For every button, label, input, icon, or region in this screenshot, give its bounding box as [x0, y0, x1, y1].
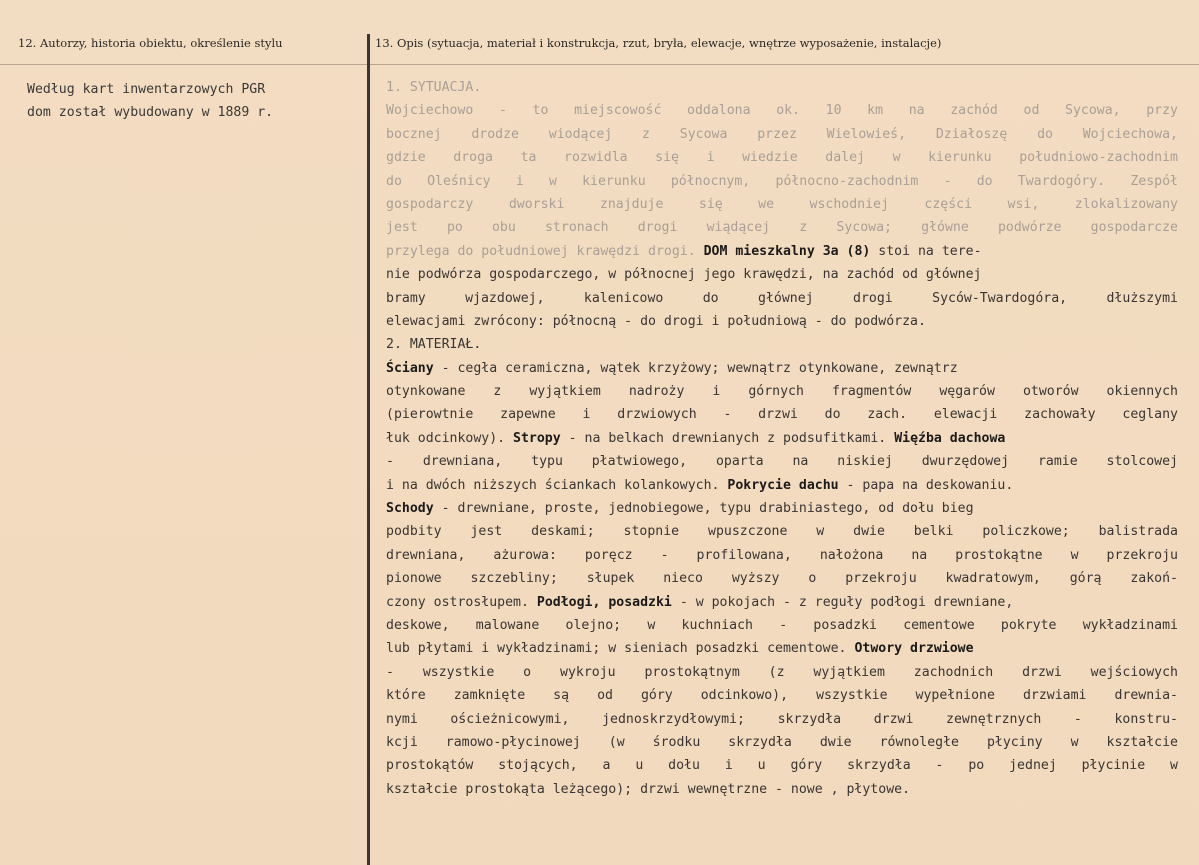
- text-line: pionowe szczebliny; słupek nieco wyższy o przekroju kwadratowym, górą zakoń-: [386, 571, 1178, 587]
- text-segment: - drewniane, proste, jednobiegowe, typu drabiniastego, od dołu bieg: [441, 501, 974, 517]
- term-floors: Podłogi, posadzki: [536, 594, 672, 610]
- text-line: które zamknięte są od góry odcinkowo), wszystkie wypełnione drzwiami drewnia-: [386, 688, 1178, 704]
- text-segment: przylega do południowej krawędzi drogi.: [386, 243, 696, 259]
- term-walls: Ściany: [386, 360, 434, 376]
- text-line: [386, 357, 1178, 380]
- text-line: deskowe, malowane olejno; w kuchniach - posadzki cementowe pokryte wykładzinami: [386, 617, 1178, 633]
- text-line: jest po obu stronach drogi wiądącej z Sycowa; główne podwórze gospodarcze: [386, 220, 1178, 236]
- text-line: [386, 497, 1178, 520]
- section-13-header: 13. Opis (sytuacja, materiał i konstrukcja, rzut, bryła, elewacje, wnętrze wyposażenie, instalacje): [375, 36, 942, 50]
- left-line: Według kart inwentarzowych PGR: [27, 82, 266, 97]
- text-line: [386, 427, 1178, 450]
- text-segment: - na belkach drewnianych z podsufitkami.: [568, 430, 887, 446]
- text-segment: lub płytami i wykładzinami; w sieniach posadzki cementowe.: [386, 641, 847, 657]
- term-stairs: Schody: [386, 501, 434, 517]
- text-line: elewacjami zwrócony: północną - do drogi i południową - do podwórza.: [386, 313, 926, 329]
- text-line: [386, 240, 1178, 263]
- header-divider: [0, 64, 1199, 65]
- text-line: prostokątów stojących, a u dołu i u góry skrzydła - po jednej płycinie w: [386, 758, 1178, 774]
- text-line: bramy wjazdowej, kalenicowo do głównej drogi Syców-Twardogóra, dłuższymi: [386, 290, 1178, 306]
- text-line: Wojciechowo - to miejscowość oddalona ok. 10 km na zachód od Sycowa, przy: [386, 103, 1178, 119]
- text-line: - drewniana, typu płatwiowego, oparta na niskiej dwurzędowej ramie stolcowej: [386, 454, 1178, 470]
- situation-heading: 1. SYTUACJA.: [386, 80, 482, 95]
- text-line: gdzie droga ta rozwidla się i wiedzie dalej w kierunku południowo-zachodnim: [386, 150, 1178, 166]
- column-divider: [367, 34, 370, 865]
- text-line: nymi ościeżnicowymi, jednoskrzydłowymi; skrzydła drzwi zewnętrznych - konstru-: [386, 711, 1178, 727]
- text-line: otynkowane z wyjątkiem nadroży i górnych fragmentów węgarów otworów okiennych: [386, 384, 1178, 400]
- text-segment: - cegła ceramiczna, wątek krzyżowy; wewnątrz otynkowane, zewnątrz: [441, 360, 958, 376]
- term-roofing: Pokrycie dachu: [727, 477, 839, 493]
- text-line: drewniana, ażurowa: poręcz - profilowana, nałożona na prostokątne w przekroju: [386, 547, 1178, 563]
- text-line: gospodarczy dworski znajduje się we wschodniej części wsi, zlokalizowany: [386, 196, 1178, 212]
- text-line: [386, 474, 1178, 497]
- section-13-content: [386, 76, 1178, 801]
- building-name: DOM mieszkalny 3a (8): [703, 243, 871, 259]
- text-line: [386, 591, 1178, 614]
- text-segment: stoi na tere-: [878, 243, 982, 259]
- term-roof-truss: Więźba dachowa: [894, 430, 1006, 446]
- text-segment: czony ostrosłupem.: [386, 594, 529, 610]
- text-segment: - w pokojach - z reguły podłogi drewniane,: [679, 594, 1014, 610]
- text-line: (pierowtnie zapewne i drzwiowych - drzwi do zach. elewacji zachowały ceglany: [386, 407, 1178, 423]
- term-ceilings: Stropy: [513, 430, 561, 446]
- text-line: do Oleśnicy i w kierunku północnym, północno-zachodnim - do Twardogóry. Zespół: [386, 173, 1178, 189]
- term-door-openings: Otwory drzwiowe: [854, 641, 974, 657]
- section-12-header: 12. Autorzy, historia obiektu, określenie stylu: [18, 36, 283, 50]
- text-segment: i na dwóch niższych ściankach kolankowych.: [386, 477, 720, 493]
- text-line: podbity jest deskami; stopnie wpuszczone w dwie belki policzkowe; balistrada: [386, 524, 1178, 540]
- left-line: dom został wybudowany w 1889 r.: [27, 105, 274, 120]
- text-segment: łuk odcinkowy).: [386, 430, 506, 446]
- text-line: [386, 637, 1178, 660]
- material-heading: 2. MATERIAŁ.: [386, 337, 482, 353]
- text-segment: - papa na deskowaniu.: [846, 477, 1014, 493]
- text-line: kcji ramowo-płycinowej (w środku skrzydła dwie równoległe płyciny w kształcie: [386, 734, 1178, 750]
- text-line: - wszystkie o wykroju prostokątnym (z wyjątkiem zachodnich drzwi wejściowych: [386, 664, 1178, 680]
- section-12-content: [27, 78, 357, 124]
- text-line: nie podwórza gospodarczego, w północnej jego krawędzi, na zachód od głównej: [386, 267, 982, 283]
- text-line: bocznej drodze wiodącej z Sycowa przez Wielowieś, Działoszę do Wojciechowa,: [386, 126, 1178, 142]
- text-line: kształcie prostokąta leżącego); drzwi wewnętrzne - nowe , płytowe.: [386, 781, 911, 797]
